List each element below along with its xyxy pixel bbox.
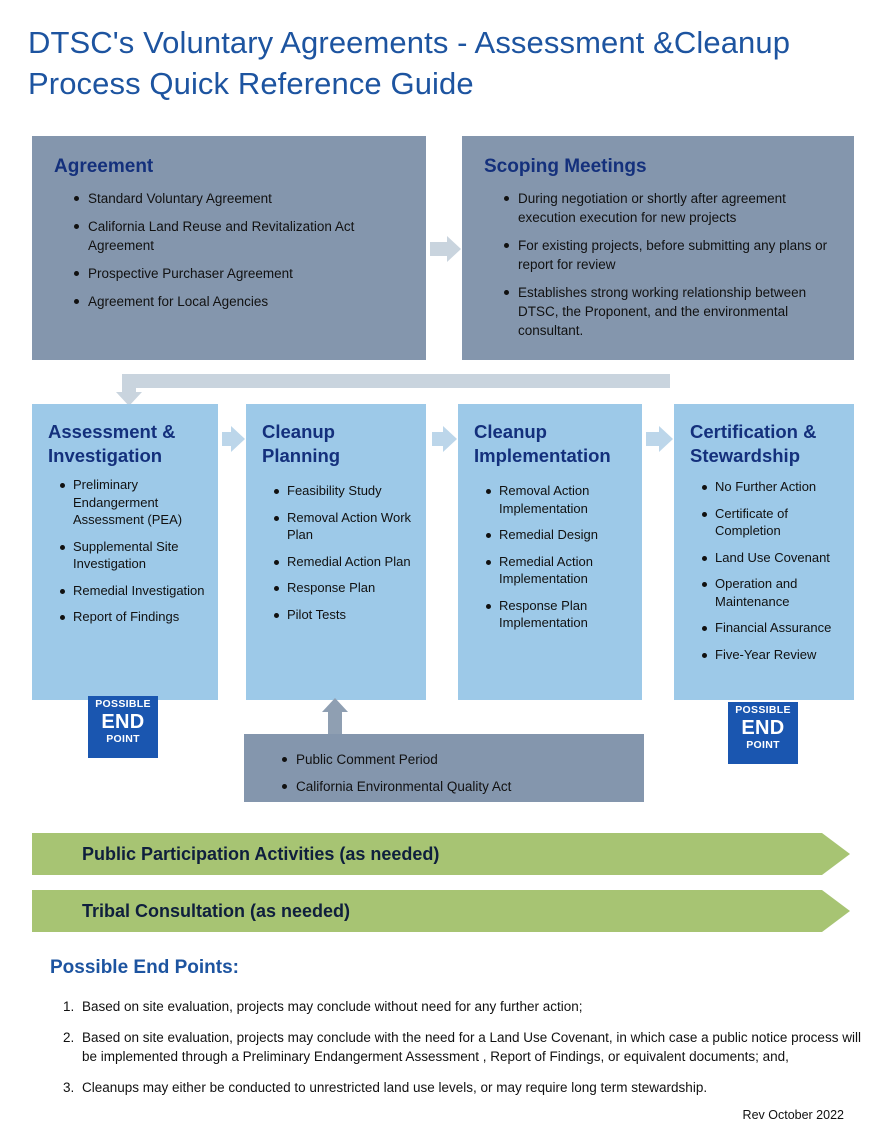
planning-list — [262, 482, 414, 623]
list-item: Supplemental Site Investigation — [60, 538, 206, 573]
list-item: Remedial Action Implementation — [486, 553, 630, 588]
public-comment-box — [244, 734, 644, 802]
revision-date: Rev October 2022 — [742, 1108, 844, 1122]
list-item: Establishes strong working relationship between DTSC, the Proponent, and the environmental consultant. — [504, 283, 834, 340]
certification-stewardship-box — [674, 404, 854, 700]
possible-end-point-badge — [88, 696, 158, 758]
scoping-list — [484, 189, 834, 340]
banner-arrow-icon — [822, 890, 850, 932]
possible-end-points-list — [50, 997, 868, 1108]
endpoint-mid-label: END — [101, 710, 145, 733]
list-item: Public Comment Period — [282, 750, 630, 769]
list-item: Remedial Design — [486, 526, 630, 544]
list-item: Five-Year Review — [702, 646, 842, 664]
agreement-heading: Agreement — [54, 156, 154, 177]
list-item: Pilot Tests — [274, 606, 414, 624]
banner-label: Public Participation Activities (as needed) — [82, 843, 440, 864]
list-item: Removal Action Implementation — [486, 482, 630, 517]
list-item: During negotiation or shortly after agreement execution execution for new projects — [504, 189, 834, 227]
list-item: Response Plan — [274, 579, 414, 597]
list-item: 2. Based on site evaluation, projects may conclude with the need for a Land Use Covenant, in which case a public notice process will be implemented through a Preliminary Endangerment Assessment , Report of Findings, or equivalent documents; and, — [78, 1028, 868, 1067]
banner-arrow-icon — [822, 833, 850, 875]
arrow-right-icon — [432, 432, 444, 446]
public-comment-list — [262, 750, 630, 796]
page-title: DTSC's Voluntary Agreements - Assessment &Cleanup Process Quick Reference Guide — [28, 25, 791, 101]
endpoint-mid-label: END — [741, 716, 785, 739]
endpoint-bottom-label: POINT — [746, 738, 780, 751]
endpoint-top-label: POSSIBLE — [95, 698, 151, 710]
list-item: 3. Cleanups may either be conducted to unrestricted land use levels, or may require long term stewardship. — [78, 1078, 868, 1098]
list-item: Operation and Maintenance — [702, 575, 842, 610]
assessment-investigation-box — [32, 404, 218, 700]
implementation-heading: Cleanup Implementation — [474, 421, 611, 466]
endpoint-bottom-label: POINT — [106, 732, 140, 745]
list-item: Preliminary Endangerment Assessment (PEA) — [60, 476, 206, 529]
possible-end-point-badge — [728, 702, 798, 764]
list-item: Prospective Purchaser Agreement — [74, 264, 406, 283]
list-item: Remedial Action Plan — [274, 553, 414, 571]
arrow-right-icon — [430, 242, 448, 256]
agreement-box — [32, 136, 426, 360]
list-item: 1. Based on site evaluation, projects may conclude without need for any further action; — [78, 997, 868, 1017]
list-item: Agreement for Local Agencies — [74, 292, 406, 311]
public-participation-banner — [32, 833, 822, 875]
cleanup-implementation-box — [458, 404, 642, 700]
possible-end-points-heading: Possible End Points: — [50, 957, 239, 978]
list-item: Report of Findings — [60, 608, 206, 626]
list-item: Land Use Covenant — [702, 549, 842, 567]
list-item: For existing projects, before submitting any plans or report for review — [504, 236, 834, 274]
list-item: Remedial Investigation — [60, 582, 206, 600]
banner-label: Tribal Consultation (as needed) — [82, 900, 351, 921]
list-item: California Land Reuse and Revitalization Act Agreement — [74, 217, 406, 255]
certification-heading: Certification & Stewardship — [690, 421, 817, 466]
arrow-right-icon — [646, 432, 660, 446]
list-item: Certificate of Completion — [702, 505, 842, 540]
list-item: No Further Action — [702, 478, 842, 496]
list-item: Feasibility Study — [274, 482, 414, 500]
assessment-list — [48, 476, 206, 626]
list-item: Standard Voluntary Agreement — [74, 189, 406, 208]
cleanup-planning-box — [246, 404, 426, 700]
planning-heading: Cleanup Planning — [262, 421, 341, 466]
arrow-up-icon — [322, 698, 348, 736]
list-item: Response Plan Implementation — [486, 597, 630, 632]
agreement-list — [54, 189, 406, 311]
scoping-meetings-box — [462, 136, 854, 360]
implementation-list — [474, 482, 630, 632]
arrow-elbow-down-icon — [110, 366, 670, 406]
list-item: Removal Action Work Plan — [274, 509, 414, 544]
endpoint-top-label: POSSIBLE — [735, 704, 791, 716]
list-item: Financial Assurance — [702, 619, 842, 637]
assessment-heading: Assessment & Investigation — [48, 421, 176, 466]
tribal-consultation-banner — [32, 890, 822, 932]
arrow-right-icon — [222, 432, 232, 446]
scoping-heading: Scoping Meetings — [484, 156, 647, 177]
certification-list — [690, 478, 842, 663]
list-item: California Environmental Quality Act — [282, 777, 630, 796]
